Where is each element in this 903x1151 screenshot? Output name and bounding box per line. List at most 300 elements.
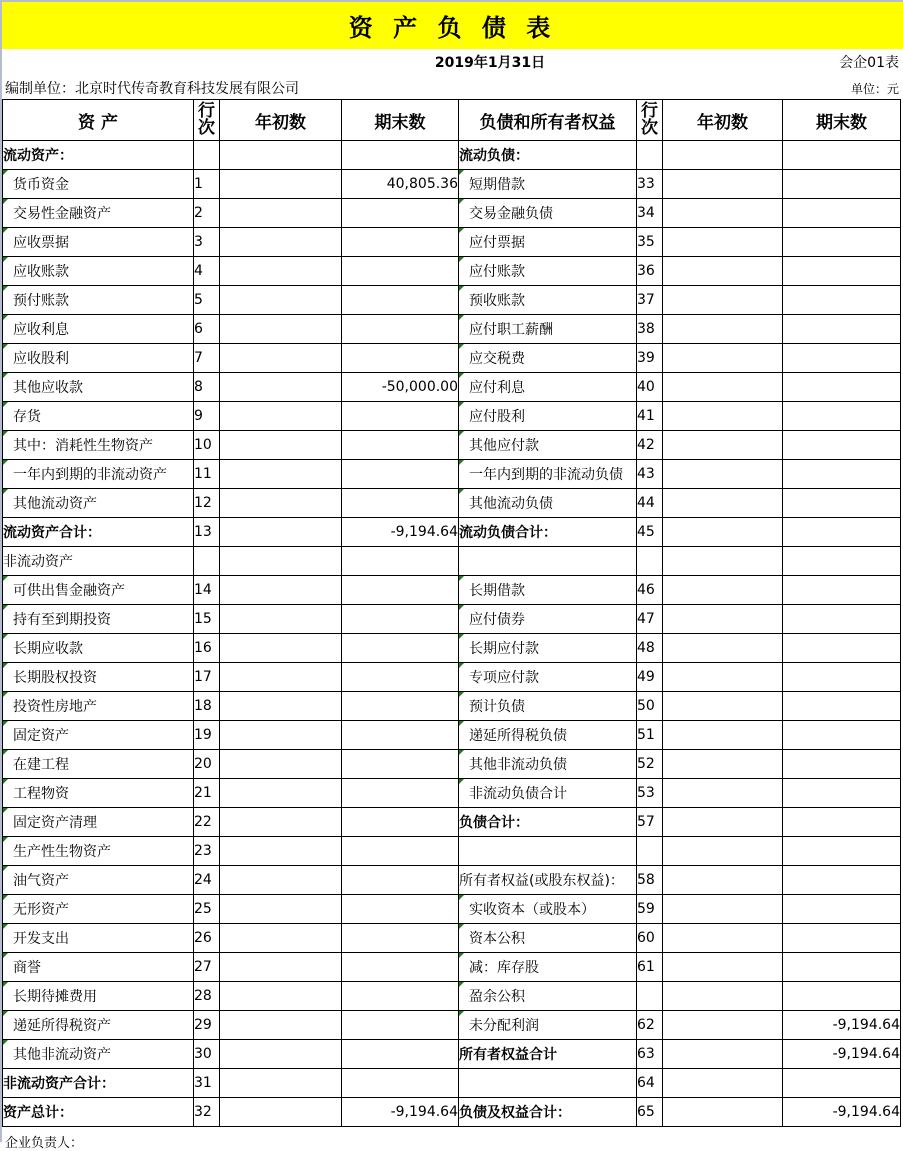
currency-unit: 单位：元: [850, 82, 899, 96]
asset-line-cell[interactable]: 1: [194, 170, 220, 199]
liab-line-cell[interactable]: 38: [637, 315, 663, 344]
asset-label-cell[interactable]: 长期待摊费用: [3, 982, 194, 1011]
asset-end-cell[interactable]: [342, 605, 459, 634]
asset-begin-cell[interactable]: [220, 518, 342, 547]
liab-begin-cell[interactable]: [663, 663, 783, 692]
liab-end-cell[interactable]: [783, 518, 901, 547]
liab-begin-cell[interactable]: [663, 1040, 783, 1069]
asset-label-cell[interactable]: 非流动资产合计：: [3, 1069, 194, 1098]
asset-line-cell[interactable]: 5: [194, 286, 220, 315]
liab-label-cell[interactable]: [459, 837, 637, 866]
liab-end-cell[interactable]: [783, 286, 901, 315]
liab-begin-cell[interactable]: [663, 344, 783, 373]
asset-label-cell[interactable]: 开发支出: [3, 924, 194, 953]
asset-line-cell[interactable]: 11: [194, 460, 220, 489]
liab-end-cell[interactable]: [783, 692, 901, 721]
asset-line-cell[interactable]: 27: [194, 953, 220, 982]
liab-label-cell[interactable]: 递延所得税负债: [459, 721, 637, 750]
liab-label-cell[interactable]: 盈余公积: [459, 982, 637, 1011]
table-row: [3, 257, 901, 286]
liab-begin-cell[interactable]: [663, 1011, 783, 1040]
asset-end-cell[interactable]: [342, 982, 459, 1011]
asset-begin-cell[interactable]: [220, 895, 342, 924]
asset-begin-cell[interactable]: [220, 170, 342, 199]
liab-line-cell[interactable]: [637, 141, 663, 170]
liab-line-cell[interactable]: 33: [637, 170, 663, 199]
liab-end-cell[interactable]: [783, 982, 901, 1011]
liab-line-cell[interactable]: 47: [637, 605, 663, 634]
asset-label-cell[interactable]: 其他非流动资产: [3, 1040, 194, 1069]
asset-end-cell[interactable]: [342, 141, 459, 170]
asset-end-cell[interactable]: -50,000.00: [342, 373, 459, 402]
asset-label-cell[interactable]: 其他流动资产: [3, 489, 194, 518]
asset-label-cell[interactable]: 应收账款: [3, 257, 194, 286]
liab-begin-cell[interactable]: [663, 373, 783, 402]
asset-end-cell[interactable]: [342, 808, 459, 837]
asset-end-cell[interactable]: [342, 199, 459, 228]
liab-end-cell[interactable]: [783, 895, 901, 924]
asset-end-cell[interactable]: [342, 1040, 459, 1069]
asset-begin-cell[interactable]: [220, 953, 342, 982]
asset-end-cell[interactable]: [342, 228, 459, 257]
asset-label-cell[interactable]: 存货: [3, 402, 194, 431]
asset-end-cell[interactable]: [342, 431, 459, 460]
liab-end-cell[interactable]: [783, 460, 901, 489]
liab-line-cell[interactable]: 61: [637, 953, 663, 982]
asset-begin-cell[interactable]: [220, 982, 342, 1011]
liab-begin-cell[interactable]: [663, 141, 783, 170]
liab-end-cell[interactable]: [783, 373, 901, 402]
asset-begin-cell[interactable]: [220, 866, 342, 895]
asset-end-cell[interactable]: [342, 721, 459, 750]
liab-label-cell[interactable]: 负债合计：: [459, 808, 637, 837]
liab-label-cell[interactable]: 应付股利: [459, 402, 637, 431]
asset-line-cell[interactable]: 28: [194, 982, 220, 1011]
liab-end-cell[interactable]: [783, 199, 901, 228]
liab-label-cell[interactable]: 短期借款: [459, 170, 637, 199]
liab-end-cell[interactable]: [783, 170, 901, 199]
asset-begin-cell[interactable]: [220, 402, 342, 431]
liab-end-cell[interactable]: [783, 605, 901, 634]
table-row: [3, 228, 901, 257]
asset-end-cell[interactable]: [342, 663, 459, 692]
liab-label-cell[interactable]: 应交税费: [459, 344, 637, 373]
asset-line-cell[interactable]: [194, 141, 220, 170]
asset-begin-cell[interactable]: [220, 663, 342, 692]
liab-begin-cell[interactable]: [663, 1098, 783, 1127]
header-row: [3, 100, 901, 141]
liab-end-cell[interactable]: -9,194.64: [783, 1040, 901, 1069]
title-banner: [2, 2, 903, 49]
asset-end-cell[interactable]: [342, 344, 459, 373]
asset-line-cell[interactable]: 3: [194, 228, 220, 257]
asset-line-cell[interactable]: 31: [194, 1069, 220, 1098]
liab-end-cell[interactable]: [783, 866, 901, 895]
asset-begin-cell[interactable]: [220, 460, 342, 489]
liab-label-cell[interactable]: 实收资本（或股本）: [459, 895, 637, 924]
col-header-begin2: 年初数: [663, 100, 783, 141]
liab-line-cell[interactable]: 48: [637, 634, 663, 663]
liab-line-cell[interactable]: 50: [637, 692, 663, 721]
asset-line-cell[interactable]: 23: [194, 837, 220, 866]
asset-label-cell[interactable]: 无形资产: [3, 895, 194, 924]
liab-end-cell[interactable]: [783, 228, 901, 257]
asset-end-cell[interactable]: [342, 576, 459, 605]
asset-line-cell[interactable]: 2: [194, 199, 220, 228]
liab-line-cell[interactable]: 59: [637, 895, 663, 924]
asset-end-cell[interactable]: [342, 750, 459, 779]
asset-end-cell[interactable]: [342, 924, 459, 953]
liab-line-cell[interactable]: 35: [637, 228, 663, 257]
col-header-line: 行 次: [194, 100, 220, 141]
asset-label-cell[interactable]: 固定资产清理: [3, 808, 194, 837]
col-header-liab: 负债和所有者权益: [459, 100, 637, 141]
asset-begin-cell[interactable]: [220, 199, 342, 228]
liab-line-cell[interactable]: 65: [637, 1098, 663, 1127]
liab-begin-cell[interactable]: [663, 431, 783, 460]
asset-line-cell[interactable]: 12: [194, 489, 220, 518]
liab-label-cell[interactable]: 负债及权益合计：: [459, 1098, 637, 1127]
liab-end-cell[interactable]: -9,194.64: [783, 1098, 901, 1127]
asset-begin-cell[interactable]: [220, 576, 342, 605]
asset-label-cell[interactable]: 应收利息: [3, 315, 194, 344]
asset-end-cell[interactable]: [342, 866, 459, 895]
table-row: [3, 663, 901, 692]
liab-end-cell[interactable]: [783, 1069, 901, 1098]
liab-end-cell[interactable]: [783, 141, 901, 170]
table-row: [3, 170, 901, 199]
liab-label-cell[interactable]: 应付利息: [459, 373, 637, 402]
asset-begin-cell[interactable]: [220, 257, 342, 286]
liab-label-cell[interactable]: 应付职工薪酬: [459, 315, 637, 344]
table-row: [3, 1011, 901, 1040]
liab-begin-cell[interactable]: [663, 808, 783, 837]
liab-line-cell[interactable]: 58: [637, 866, 663, 895]
liab-end-cell[interactable]: [783, 634, 901, 663]
liab-end-cell[interactable]: [783, 431, 901, 460]
liab-label-cell[interactable]: 专项应付款: [459, 663, 637, 692]
asset-begin-cell[interactable]: [220, 1011, 342, 1040]
liab-begin-cell[interactable]: [663, 866, 783, 895]
asset-label-cell[interactable]: 交易性金融资产: [3, 199, 194, 228]
asset-end-cell[interactable]: [342, 895, 459, 924]
liab-line-cell[interactable]: 64: [637, 1069, 663, 1098]
asset-label-cell[interactable]: 持有至到期投资: [3, 605, 194, 634]
liab-begin-cell[interactable]: [663, 924, 783, 953]
asset-begin-cell[interactable]: [220, 431, 342, 460]
liab-label-cell[interactable]: 长期借款: [459, 576, 637, 605]
liab-begin-cell[interactable]: [663, 576, 783, 605]
liab-begin-cell[interactable]: [663, 982, 783, 1011]
liab-line-cell[interactable]: [637, 982, 663, 1011]
liab-label-cell[interactable]: 未分配利润: [459, 1011, 637, 1040]
liab-begin-cell[interactable]: [663, 605, 783, 634]
asset-label-cell[interactable]: 应收股利: [3, 344, 194, 373]
asset-label-cell[interactable]: 商誉: [3, 953, 194, 982]
footer-signature: 企业负责人：: [5, 1136, 84, 1151]
asset-end-cell[interactable]: [342, 489, 459, 518]
asset-line-cell[interactable]: 16: [194, 634, 220, 663]
liab-label-cell[interactable]: 应付债券: [459, 605, 637, 634]
liab-label-cell[interactable]: 一年内到期的非流动负债: [459, 460, 637, 489]
liab-label-cell[interactable]: 应付票据: [459, 228, 637, 257]
liab-label-cell[interactable]: 长期应付款: [459, 634, 637, 663]
liab-label-cell[interactable]: 预计负债: [459, 692, 637, 721]
asset-label-cell[interactable]: 投资性房地产: [3, 692, 194, 721]
asset-begin-cell[interactable]: [220, 1069, 342, 1098]
table-row: [3, 1098, 901, 1127]
asset-label-cell[interactable]: 其他应收款: [3, 373, 194, 402]
liab-begin-cell[interactable]: [663, 837, 783, 866]
asset-label-cell[interactable]: 资产总计：: [3, 1098, 194, 1127]
liab-label-cell[interactable]: 应付账款: [459, 257, 637, 286]
liab-end-cell[interactable]: [783, 837, 901, 866]
liab-label-cell[interactable]: 流动负债：: [459, 141, 637, 170]
asset-begin-cell[interactable]: [220, 721, 342, 750]
asset-line-cell[interactable]: 18: [194, 692, 220, 721]
asset-begin-cell[interactable]: [220, 750, 342, 779]
report-date: 2019年1月31日: [434, 55, 546, 71]
asset-line-cell[interactable]: 14: [194, 576, 220, 605]
asset-begin-cell[interactable]: [220, 141, 342, 170]
liab-begin-cell[interactable]: [663, 721, 783, 750]
liab-label-cell[interactable]: 减：库存股: [459, 953, 637, 982]
asset-end-cell[interactable]: [342, 402, 459, 431]
col-header-begin: 年初数: [220, 100, 342, 141]
liab-begin-cell[interactable]: [663, 779, 783, 808]
asset-begin-cell[interactable]: [220, 228, 342, 257]
asset-label-cell[interactable]: 工程物资: [3, 779, 194, 808]
liab-begin-cell[interactable]: [663, 489, 783, 518]
asset-end-cell[interactable]: [342, 1011, 459, 1040]
asset-line-cell[interactable]: 10: [194, 431, 220, 460]
liab-line-cell[interactable]: 62: [637, 1011, 663, 1040]
liab-line-cell[interactable]: 46: [637, 576, 663, 605]
liab-end-cell[interactable]: [783, 750, 901, 779]
liab-line-cell[interactable]: 49: [637, 663, 663, 692]
table-row: [3, 286, 901, 315]
liab-line-cell[interactable]: 63: [637, 1040, 663, 1069]
liab-line-cell[interactable]: 37: [637, 286, 663, 315]
liab-end-cell[interactable]: [783, 547, 901, 576]
asset-end-cell[interactable]: [342, 257, 459, 286]
asset-begin-cell[interactable]: [220, 344, 342, 373]
asset-end-cell[interactable]: [342, 779, 459, 808]
liab-label-cell[interactable]: 其他非流动负债: [459, 750, 637, 779]
liab-line-cell[interactable]: [637, 547, 663, 576]
asset-begin-cell[interactable]: [220, 547, 342, 576]
liab-begin-cell[interactable]: [663, 460, 783, 489]
asset-label-cell[interactable]: 生产性生物资产: [3, 837, 194, 866]
asset-line-cell[interactable]: 30: [194, 1040, 220, 1069]
asset-line-cell[interactable]: 9: [194, 402, 220, 431]
liab-line-cell[interactable]: 52: [637, 750, 663, 779]
asset-line-cell[interactable]: 20: [194, 750, 220, 779]
asset-begin-cell[interactable]: [220, 808, 342, 837]
liab-line-cell[interactable]: 57: [637, 808, 663, 837]
asset-line-cell[interactable]: 22: [194, 808, 220, 837]
asset-label-cell[interactable]: 长期股权投资: [3, 663, 194, 692]
liab-label-cell[interactable]: [459, 1069, 637, 1098]
liab-line-cell[interactable]: 36: [637, 257, 663, 286]
asset-end-cell[interactable]: [342, 1069, 459, 1098]
asset-line-cell[interactable]: 25: [194, 895, 220, 924]
asset-label-cell[interactable]: 油气资产: [3, 866, 194, 895]
liab-label-cell[interactable]: [459, 547, 637, 576]
asset-label-cell[interactable]: 流动资产：: [3, 141, 194, 170]
table-row: [3, 721, 901, 750]
liab-line-cell[interactable]: 41: [637, 402, 663, 431]
asset-end-cell[interactable]: [342, 286, 459, 315]
asset-begin-cell[interactable]: [220, 489, 342, 518]
asset-line-cell[interactable]: [194, 547, 220, 576]
liab-line-cell[interactable]: 44: [637, 489, 663, 518]
asset-line-cell[interactable]: 32: [194, 1098, 220, 1127]
asset-end-cell[interactable]: [342, 460, 459, 489]
asset-label-cell[interactable]: 货币资金: [3, 170, 194, 199]
asset-begin-cell[interactable]: [220, 373, 342, 402]
asset-begin-cell[interactable]: [220, 605, 342, 634]
liab-end-cell[interactable]: [783, 576, 901, 605]
liab-line-cell[interactable]: 39: [637, 344, 663, 373]
liab-line-cell[interactable]: 40: [637, 373, 663, 402]
asset-label-cell[interactable]: 其中：消耗性生物资产: [3, 431, 194, 460]
liab-end-cell[interactable]: [783, 402, 901, 431]
asset-begin-cell[interactable]: [220, 1098, 342, 1127]
liab-label-cell[interactable]: 所有者权益(或股东权益)：: [459, 866, 637, 895]
asset-end-cell[interactable]: -9,194.64: [342, 518, 459, 547]
asset-end-cell[interactable]: -9,194.64: [342, 1098, 459, 1127]
liab-begin-cell[interactable]: [663, 547, 783, 576]
asset-line-cell[interactable]: 29: [194, 1011, 220, 1040]
asset-begin-cell[interactable]: [220, 924, 342, 953]
table-row: [3, 1069, 901, 1098]
asset-begin-cell[interactable]: [220, 286, 342, 315]
liab-begin-cell[interactable]: [663, 692, 783, 721]
liab-end-cell[interactable]: [783, 953, 901, 982]
liab-begin-cell[interactable]: [663, 1069, 783, 1098]
liab-begin-cell[interactable]: [663, 257, 783, 286]
asset-line-cell[interactable]: 26: [194, 924, 220, 953]
asset-end-cell[interactable]: [342, 315, 459, 344]
liab-begin-cell[interactable]: [663, 402, 783, 431]
liab-line-cell[interactable]: 42: [637, 431, 663, 460]
liab-begin-cell[interactable]: [663, 750, 783, 779]
liab-line-cell[interactable]: [637, 837, 663, 866]
asset-label-cell[interactable]: 预付账款: [3, 286, 194, 315]
liab-begin-cell[interactable]: [663, 170, 783, 199]
asset-label-cell[interactable]: 可供出售金融资产: [3, 576, 194, 605]
asset-label-cell[interactable]: 在建工程: [3, 750, 194, 779]
asset-begin-cell[interactable]: [220, 1040, 342, 1069]
liab-begin-cell[interactable]: [663, 315, 783, 344]
liab-end-cell[interactable]: [783, 344, 901, 373]
table-row: [3, 373, 901, 402]
liab-begin-cell[interactable]: [663, 953, 783, 982]
asset-begin-cell[interactable]: [220, 779, 342, 808]
asset-label-cell[interactable]: 非流动资产: [3, 547, 194, 576]
table-row: [3, 547, 901, 576]
table-row: [3, 315, 901, 344]
asset-begin-cell[interactable]: [220, 315, 342, 344]
liab-end-cell[interactable]: [783, 779, 901, 808]
page-title: 资 产 负 债 表: [348, 14, 557, 42]
liab-label-cell[interactable]: 非流动负债合计: [459, 779, 637, 808]
liab-label-cell[interactable]: 其他流动负债: [459, 489, 637, 518]
liab-end-cell[interactable]: [783, 924, 901, 953]
asset-end-cell[interactable]: [342, 837, 459, 866]
table-row: [3, 1040, 901, 1069]
asset-line-cell[interactable]: 7: [194, 344, 220, 373]
asset-line-cell[interactable]: 15: [194, 605, 220, 634]
asset-line-cell[interactable]: 13: [194, 518, 220, 547]
liab-begin-cell[interactable]: [663, 286, 783, 315]
liab-line-cell[interactable]: 43: [637, 460, 663, 489]
liab-line-cell[interactable]: 60: [637, 924, 663, 953]
liab-end-cell[interactable]: [783, 489, 901, 518]
asset-label-cell[interactable]: 一年内到期的非流动资产: [3, 460, 194, 489]
liab-begin-cell[interactable]: [663, 518, 783, 547]
asset-end-cell[interactable]: 40,805.36: [342, 170, 459, 199]
asset-end-cell[interactable]: [342, 953, 459, 982]
liab-begin-cell[interactable]: [663, 634, 783, 663]
asset-end-cell[interactable]: [342, 692, 459, 721]
asset-end-cell[interactable]: [342, 634, 459, 663]
asset-line-cell[interactable]: 4: [194, 257, 220, 286]
asset-line-cell[interactable]: 19: [194, 721, 220, 750]
asset-line-cell[interactable]: 17: [194, 663, 220, 692]
liab-label-cell[interactable]: 其他应付款: [459, 431, 637, 460]
liab-begin-cell[interactable]: [663, 228, 783, 257]
liab-label-cell[interactable]: 资本公积: [459, 924, 637, 953]
asset-line-cell[interactable]: 21: [194, 779, 220, 808]
liab-end-cell[interactable]: [783, 721, 901, 750]
liab-line-cell[interactable]: 53: [637, 779, 663, 808]
liab-end-cell[interactable]: [783, 663, 901, 692]
asset-label-cell[interactable]: 固定资产: [3, 721, 194, 750]
asset-end-cell[interactable]: [342, 547, 459, 576]
asset-line-cell[interactable]: 8: [194, 373, 220, 402]
col-header-line2: 行 次: [637, 100, 663, 141]
liab-line-cell[interactable]: 51: [637, 721, 663, 750]
liab-end-cell[interactable]: [783, 808, 901, 837]
liab-end-cell[interactable]: -9,194.64: [783, 1011, 901, 1040]
table-row: [3, 605, 901, 634]
table-row: [3, 866, 901, 895]
asset-label-cell[interactable]: 应收票据: [3, 228, 194, 257]
asset-label-cell[interactable]: 递延所得税资产: [3, 1011, 194, 1040]
liab-line-cell[interactable]: 45: [637, 518, 663, 547]
asset-label-cell[interactable]: 流动资产合计：: [3, 518, 194, 547]
liab-label-cell[interactable]: 所有者权益合计: [459, 1040, 637, 1069]
table-row: [3, 460, 901, 489]
liab-line-cell[interactable]: 34: [637, 199, 663, 228]
table-row: [3, 199, 901, 228]
asset-label-cell[interactable]: 长期应收款: [3, 634, 194, 663]
liab-label-cell[interactable]: 流动负债合计：: [459, 518, 637, 547]
asset-begin-cell[interactable]: [220, 634, 342, 663]
liab-end-cell[interactable]: [783, 315, 901, 344]
asset-line-cell[interactable]: 24: [194, 866, 220, 895]
asset-begin-cell[interactable]: [220, 692, 342, 721]
asset-begin-cell[interactable]: [220, 837, 342, 866]
liab-label-cell[interactable]: 预收账款: [459, 286, 637, 315]
liab-label-cell[interactable]: 交易金融负债: [459, 199, 637, 228]
liab-end-cell[interactable]: [783, 257, 901, 286]
liab-begin-cell[interactable]: [663, 199, 783, 228]
liab-begin-cell[interactable]: [663, 895, 783, 924]
asset-line-cell[interactable]: 6: [194, 315, 220, 344]
